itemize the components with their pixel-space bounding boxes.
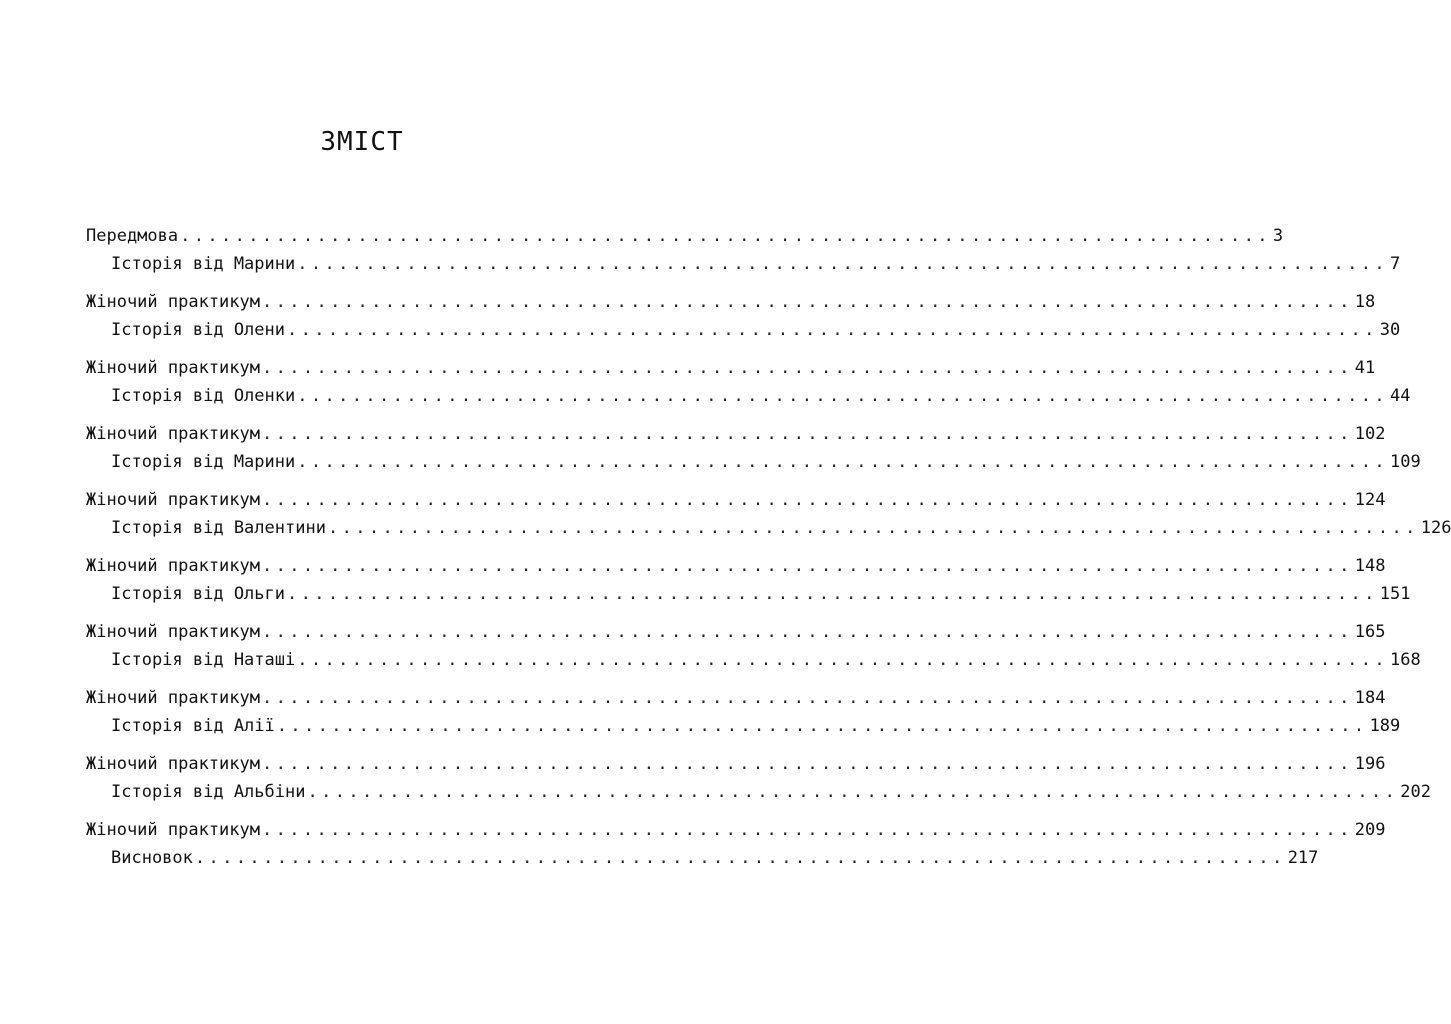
toc-group xyxy=(86,618,1421,674)
toc-page-number: 109 xyxy=(1390,452,1421,472)
toc-entry-title: Історія від Оленки xyxy=(111,386,296,406)
toc-entry-title: Історія від Марини xyxy=(111,254,296,274)
toc-page-number: 30 xyxy=(1379,320,1401,340)
table-of-contents xyxy=(86,222,1451,882)
toc-page-number: 148 xyxy=(1354,556,1386,576)
toc-entry-title: Жіночий практикум xyxy=(86,292,260,312)
toc-entry-title: Історія від Алії xyxy=(111,716,275,736)
toc-page-number: 126 xyxy=(1420,518,1451,538)
toc-group xyxy=(86,420,1421,476)
toc-page-number: 217 xyxy=(1287,848,1319,868)
toc-subentry[interactable] xyxy=(86,580,1411,608)
toc-group xyxy=(86,684,1401,740)
toc-subentry[interactable] xyxy=(86,844,1319,872)
toc-subentry[interactable] xyxy=(86,250,1401,278)
toc-entry[interactable] xyxy=(86,552,1386,580)
toc-entry-title: Жіночий практикум xyxy=(86,622,260,642)
toc-dot-leader: ................................................................................ xyxy=(287,584,1378,604)
toc-subentry[interactable] xyxy=(86,712,1401,740)
toc-entry-title: Жіночий практикум xyxy=(86,754,260,774)
toc-dot-leader: ................................................................................ xyxy=(297,452,1389,472)
toc-subentry[interactable] xyxy=(86,646,1421,674)
toc-entry[interactable] xyxy=(86,684,1386,712)
toc-page-number: 18 xyxy=(1354,292,1376,312)
page-title: ЗМІСТ xyxy=(320,127,404,157)
toc-subentry[interactable] xyxy=(86,448,1421,476)
toc-dot-leader: ................................................................................ xyxy=(262,490,1353,510)
toc-page-number: 124 xyxy=(1354,490,1386,510)
toc-group xyxy=(86,222,1401,278)
toc-dot-leader: ................................................................................ xyxy=(297,386,1389,406)
toc-entry-title: Жіночий практикум xyxy=(86,688,260,708)
toc-entry-title: Жіночий практикум xyxy=(86,490,260,510)
toc-dot-leader: ................................................................................ xyxy=(297,650,1389,670)
toc-subentry[interactable] xyxy=(86,316,1401,344)
toc-entry-title: Передмова xyxy=(86,226,179,246)
toc-entry-title: Жіночий практикум xyxy=(86,820,260,840)
toc-group xyxy=(86,816,1386,872)
toc-dot-leader: ................................................................................ xyxy=(262,424,1353,444)
toc-page-number: 168 xyxy=(1390,650,1421,670)
toc-subentry[interactable] xyxy=(86,778,1431,806)
toc-group xyxy=(86,552,1411,608)
toc-entry-title: Жіночий практикум xyxy=(86,424,260,444)
toc-dot-leader: ................................................................................ xyxy=(287,320,1378,340)
toc-group xyxy=(86,354,1411,410)
toc-dot-leader: ................................................................................ xyxy=(262,292,1353,312)
toc-entry[interactable] xyxy=(86,420,1386,448)
toc-entry[interactable] xyxy=(86,816,1386,844)
toc-page-number: 165 xyxy=(1354,622,1386,642)
toc-page-number: 151 xyxy=(1379,584,1411,604)
toc-subentry[interactable] xyxy=(86,382,1411,410)
toc-dot-leader: ................................................................................ xyxy=(262,556,1353,576)
toc-page-number: 41 xyxy=(1354,358,1376,378)
toc-dot-leader: ................................................................................ xyxy=(262,754,1353,774)
toc-group xyxy=(86,750,1431,806)
toc-page-number: 7 xyxy=(1390,254,1401,274)
toc-subentry[interactable] xyxy=(86,514,1451,542)
toc-page-number: 202 xyxy=(1400,782,1431,802)
toc-entry[interactable] xyxy=(86,618,1386,646)
toc-page-number: 102 xyxy=(1354,424,1386,444)
toc-page-number: 44 xyxy=(1390,386,1411,406)
toc-page-number: 196 xyxy=(1354,754,1386,774)
toc-entry[interactable] xyxy=(86,354,1376,382)
toc-entry[interactable] xyxy=(86,486,1386,514)
toc-entry[interactable] xyxy=(86,750,1386,778)
toc-dot-leader: ................................................................................ xyxy=(262,820,1353,840)
toc-dot-leader: ................................................................................ xyxy=(180,226,1271,246)
toc-entry-title: Висновок xyxy=(111,848,193,868)
toc-dot-leader: ................................................................................ xyxy=(276,716,1368,736)
toc-group xyxy=(86,288,1401,344)
toc-page-number: 3 xyxy=(1272,226,1284,246)
toc-dot-leader: ................................................................................ xyxy=(262,358,1353,378)
toc-entry-title: Історія від Валентини xyxy=(111,518,326,538)
toc-dot-leader: ................................................................................ xyxy=(307,782,1399,802)
toc-dot-leader: ................................................................................ xyxy=(262,688,1353,708)
toc-dot-leader: ................................................................................ xyxy=(297,254,1389,274)
toc-dot-leader: ................................................................................ xyxy=(262,622,1353,642)
toc-entry-title: Історія від Альбіни xyxy=(111,782,306,802)
toc-group xyxy=(86,486,1451,542)
toc-entry-title: Історія від Наташі xyxy=(111,650,296,670)
toc-dot-leader: ................................................................................ xyxy=(194,848,1286,868)
toc-entry-title: Історія від Марини xyxy=(111,452,296,472)
toc-entry[interactable] xyxy=(86,288,1376,316)
toc-page-number: 209 xyxy=(1354,820,1386,840)
toc-entry-title: Жіночий практикум xyxy=(86,358,260,378)
toc-entry-title: Жіночий практикум xyxy=(86,556,260,576)
toc-page-number: 184 xyxy=(1354,688,1386,708)
toc-page-number: 189 xyxy=(1369,716,1401,736)
toc-entry[interactable] xyxy=(86,222,1284,250)
toc-entry-title: Історія від Ольги xyxy=(111,584,285,604)
toc-entry-title: Історія від Олени xyxy=(111,320,285,340)
toc-dot-leader: ................................................................................ xyxy=(327,518,1419,538)
